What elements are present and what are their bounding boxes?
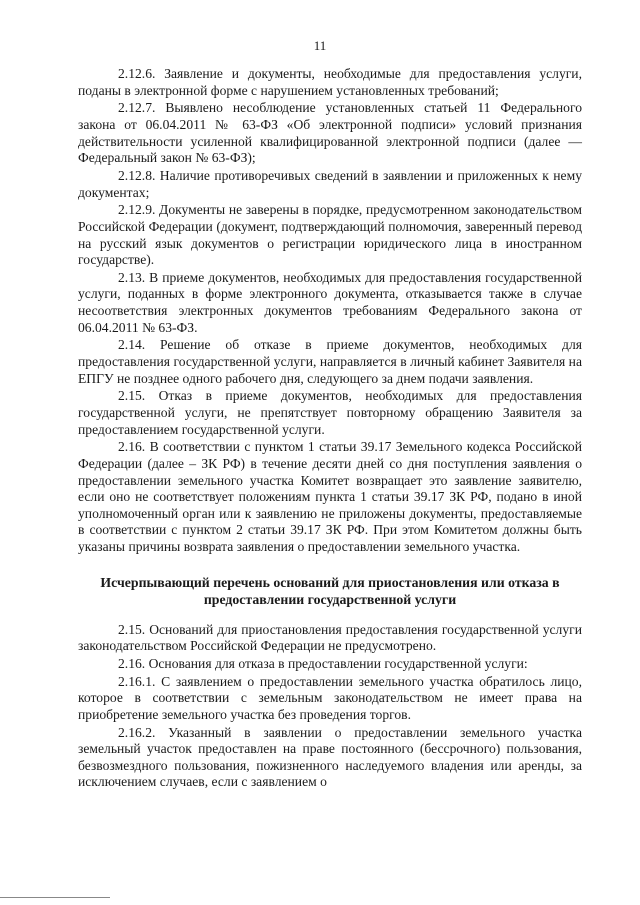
page-number: 11 <box>313 38 327 53</box>
paragraph-2-16-return: 2.16. В соответствии с пунктом 1 статьи 39.17 Земельного кодекса Российской Федерации (далее – ЗК РФ) в течение десяти дней со дня поступления заявления о предоставлении земельного участка Комитет возвращает это заявление заявителю, если оно не соответствует положениям пункта 1 статьи 39.17 ЗК РФ, подано в иной уполномоченный орган или к заявлению не приложены документы, предоставляемые в соответствии с пунктом 2 статьи 39.17 ЗК РФ. При этом Комитетом должны быть указаны причины возврата заявления о предоставлении земельного участка. <box>78 439 582 554</box>
paragraph-2-16-2: 2.16.2. Указанный в заявлении о предоставлении земельного участка земельный участок предоставлен на праве постоянного (бессрочного) пользования, безвозмездного пользования, пожизненного наследуемого владения или аренды, за исключением случаев, если с заявлением о <box>78 724 582 790</box>
paragraph-2-16-grounds: 2.16. Основания для отказа в предоставлении государственной услуги: <box>118 655 528 671</box>
paragraph-2-16-1: 2.16.1. С заявлением о предоставлении земельного участка обратилось лицо, которое в соответствии с земельным законодательством не имеет права на приобретение земельного участка без проведения торгов. <box>78 673 582 722</box>
section-heading: Исчерпывающий перечень оснований для приостановления или отказа в предоставлении государственной услуги <box>100 574 560 607</box>
paragraph-2-12-9: 2.12.9. Документы не заверены в порядке, предусмотренном законодательством Российской Федерации (документ, подтверждающий полномочия, заверенный перевод на русский язык документов о регистрации юридического лица в иностранном государстве). <box>78 202 582 268</box>
paragraph-2-12-6: 2.12.6. Заявление и документы, необходимые для предоставления услуги, поданы в электронной форме с нарушением установленных требований; <box>78 66 582 98</box>
paragraph-2-15-suspension: 2.15. Оснований для приостановления предоставления государственной услуги законодательством Российской Федерации не предусмотрено. <box>78 621 582 654</box>
footer-divider <box>0 897 110 898</box>
paragraph-2-12-8: 2.12.8. Наличие противоречивых сведений в заявлении и приложенных к нему документах; <box>78 167 582 200</box>
paragraph-2-13: 2.13. В приеме документов, необходимых для предоставления государственной услуги, поданных в форме электронного документа, отказывается также в случае несоответствия электронных документов требованиям Федерального закона от 06.04.2011 № 63-ФЗ. <box>78 269 582 335</box>
document-body <box>78 66 582 792</box>
paragraph-2-14: 2.14. Решение об отказе в приеме документов, необходимых для предоставления государственной услуги, направляется в личный кабинет Заявителя на ЕПГУ не позднее одного рабочего дня, следующего за днем подачи заявления. <box>78 337 582 386</box>
paragraph-2-12-7: 2.12.7. Выявлено несоблюдение установленных статьей 11 Федерального закона от 06.04.2011 № 63-ФЗ «Об электронной подписи» условий признания действительности усиленной квалифицированной электронной подписи (далее — Федеральный закон № 63-ФЗ); <box>78 100 582 166</box>
paragraph-2-15-refusal: 2.15. Отказ в приеме документов, необходимых для предоставления государственной услуги, не препятствует повторному обращению Заявителя за предоставлением государственной услуги. <box>78 388 582 437</box>
